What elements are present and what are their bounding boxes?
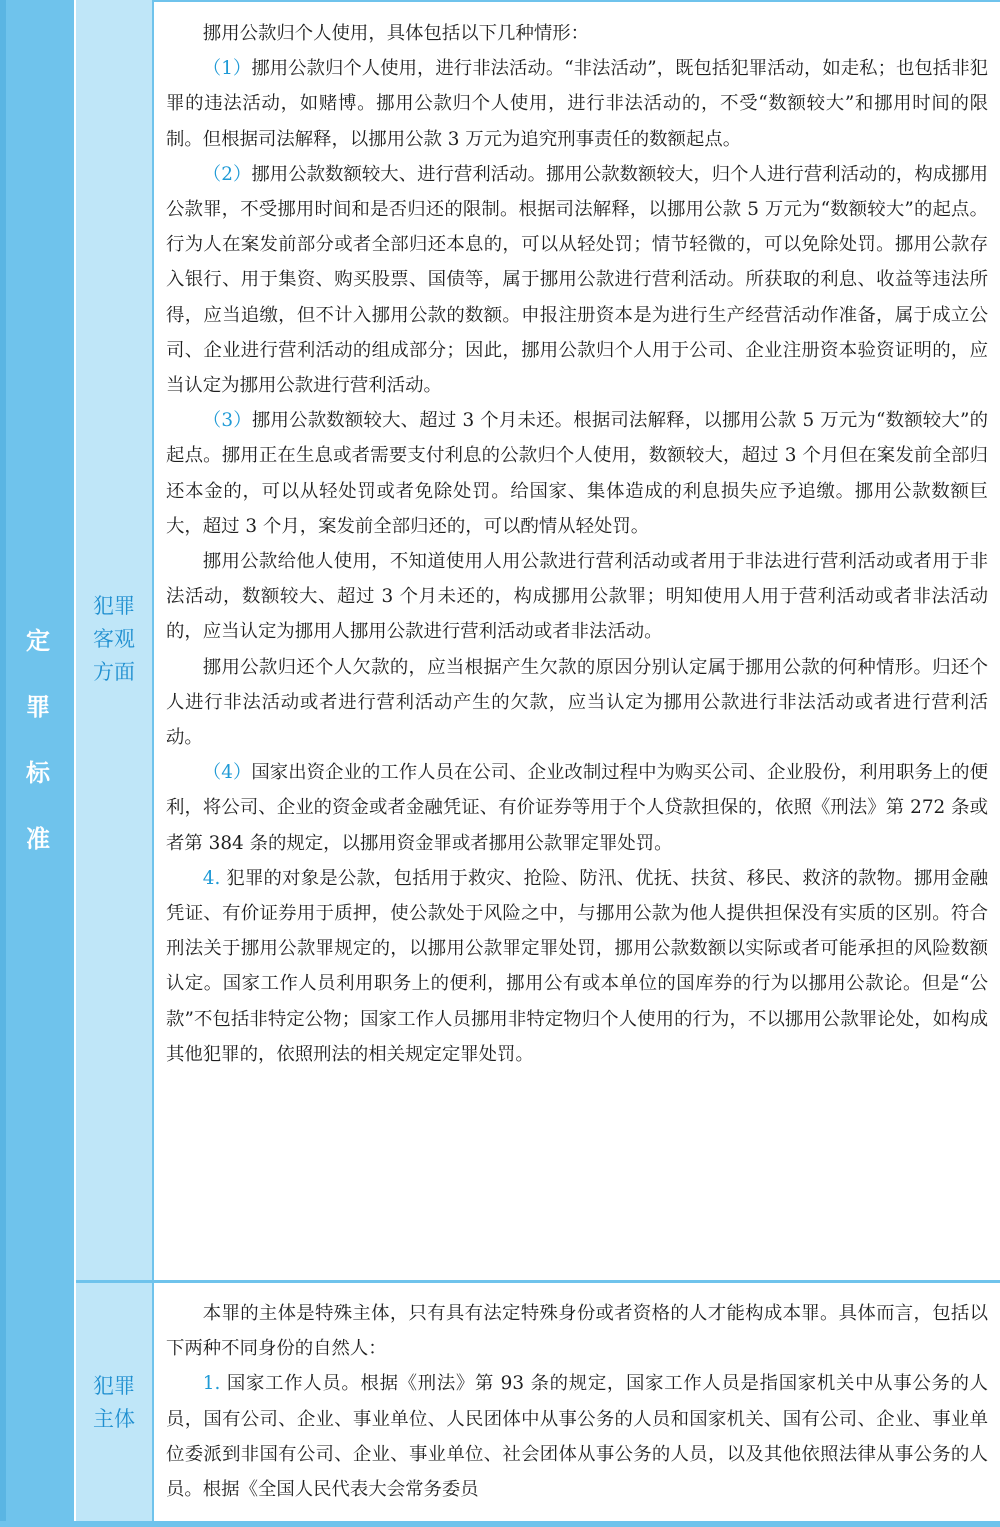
- category-char: 标: [26, 759, 50, 787]
- paragraph-text: 挪用公款数额较大、超过 3 个月未还。根据司法解释，以挪用公款 5 万元为“数额较大”的起点。挪用正在生息或者需要支付利息的公款归个人使用，数额较大，超过 3 个月但在案发前全部归还本金的，可以从轻处罚或者免除处罚。给国家、集体造成的利息损失应予追缴。挪用公款数额巨大，超过 3 个月，案发前全部归还的，可以酌情从轻处罚。: [166, 410, 989, 537]
- category-label: [0, 608, 76, 872]
- category-char: 罪: [26, 693, 50, 721]
- paragraph-text: 挪用公款数额较大、进行营利活动。挪用公款数额较大，归个人进行营利活动的，构成挪用公款罪，不受挪用时间和是否归还的限制。根据司法解释，以挪用公款 5 万元为“数额较大”的起点。行为人在案发前部分或者全部归还本息的，可以从轻处罚；情节轻微的，可以免除处罚。挪用公款存入银行、用于集资、购买股票、国债等，属于挪用公款进行营利活动。所获取的利息、收益等违法所得，应当追缴，但不计入挪用公款的数额。申报注册资本是为进行生产经营活动作准备，属于成立公司、企业进行营利活动的组成部分；因此，挪用公款归个人用于公司、企业注册资本验资证明的，应当认定为挪用公款进行营利活动。: [166, 163, 988, 397]
- top-border: [154, 0, 1000, 2]
- item-number: （4）: [202, 762, 252, 784]
- category-char: 定: [26, 627, 50, 655]
- paragraph-text: 挪用公款给他人使用，不知道使用人用公款进行营利活动或者用于非法进行营利活动或者用于非法活动，数额较大、超过 3 个月未还的，构成挪用公款罪；明知使用人用于营利活动或者非法活动的，应当认定为挪用人挪用公款进行营利活动或者非法活动。: [166, 551, 988, 643]
- section-label-line: 主体: [93, 1407, 135, 1431]
- section-label-subject: [76, 1370, 152, 1436]
- paragraph-text: 犯罪的对象是公款，包括用于救灾、抢险、防汛、优抚、扶贫、移民、救济的款物。挪用金融凭证、有价证券用于质押，使公款处于风险之中，与挪用公款为他人提供担保没有实质的区别。符合刑法关于挪用公款罪规定的，以挪用公款罪定罪处罚，挪用公款数额以实际或者可能承担的风险数额认定。国家工作人员利用职务上的便利，挪用公有或本单位的国库券的行为以挪用公款论。但是“公款”不包括非特定公物；国家工作人员挪用非特定物归个人使用的行为，不以挪用公款罪论处，如构成其他犯罪的，依照刑法的相关规定定罪处罚。: [166, 867, 988, 1065]
- paragraph-text: 挪用公款归个人使用，具体包括以下几种情形：: [202, 23, 590, 44]
- section-label-line: 犯罪: [93, 594, 135, 618]
- paragraph: [166, 1366, 988, 1507]
- paragraph-text: 国家工作人员。根据《刑法》第 93 条的规定，国家工作人员是指国家机关中从事公务的人员，国有公司、企业、事业单位、人民团体中从事公务的人员和国家机关、国有公司、企业、事业单位委派到非国有公司、企业、事业单位、社会团体从事公务的人员，以及其他依照法律从事公务的人员。根据《全国人民代表大会常务委员: [166, 1373, 988, 1501]
- paragraph: [166, 755, 988, 861]
- item-number: （1）: [202, 58, 252, 80]
- item-number: 1.: [202, 1373, 227, 1395]
- section-subject-content: [166, 1296, 988, 1507]
- paragraph: [166, 861, 988, 1072]
- paragraph: [166, 157, 988, 403]
- section-label-line: 客观: [93, 627, 135, 651]
- paragraph-text: 本罪的主体是特殊主体，只有具有法定特殊身份或者资格的人才能构成本罪。具体而言，包括以下两种不同身份的自然人：: [166, 1303, 988, 1360]
- bottom-border: [0, 1521, 1000, 1527]
- section-label-line: 犯罪: [93, 1374, 135, 1398]
- paragraph: [166, 16, 988, 51]
- paragraph: [166, 403, 988, 544]
- paragraph-text: 挪用公款归个人使用，进行非法活动。“非法活动”，既包括犯罪活动，如走私；也包括非犯罪的违法活动，如赌博。挪用公款归个人使用，进行非法活动的，不受“数额较大”和挪用时间的限制。但根据司法解释，以挪用公款 3 万元为追究刑事责任的数额起点。: [166, 58, 988, 150]
- paragraph: [166, 544, 988, 650]
- paragraph: [166, 1296, 988, 1366]
- item-number: 4.: [202, 867, 227, 889]
- section-label-line: 方面: [93, 660, 135, 684]
- category-column: [0, 0, 76, 1527]
- item-number: （3）: [202, 410, 252, 432]
- item-number: （2）: [202, 163, 252, 185]
- paragraph: [166, 51, 988, 157]
- row-divider: [76, 1280, 1000, 1283]
- paragraph-text: 挪用公款归还个人欠款的，应当根据产生欠款的原因分别认定属于挪用公款的何种情形。归还个人进行非法活动或者进行营利活动产生的欠款，应当认定为挪用公款进行非法活动或者进行营利活动。: [166, 656, 988, 749]
- section-label-objective: [76, 590, 152, 689]
- paragraph: [166, 650, 988, 756]
- paragraph-text: 国家出资企业的工作人员在公司、企业改制过程中为购买公司、企业股份，利用职务上的便利，将公司、企业的资金或者金融凭证、有价证券等用于个人贷款担保的，依照《刑法》第 272 条或者第 384 条的规定，以挪用资金罪或者挪用公款罪定罪处罚。: [166, 762, 988, 854]
- category-char: 准: [26, 825, 50, 853]
- section-objective-content: [166, 16, 988, 1072]
- section-label-column: [76, 0, 154, 1527]
